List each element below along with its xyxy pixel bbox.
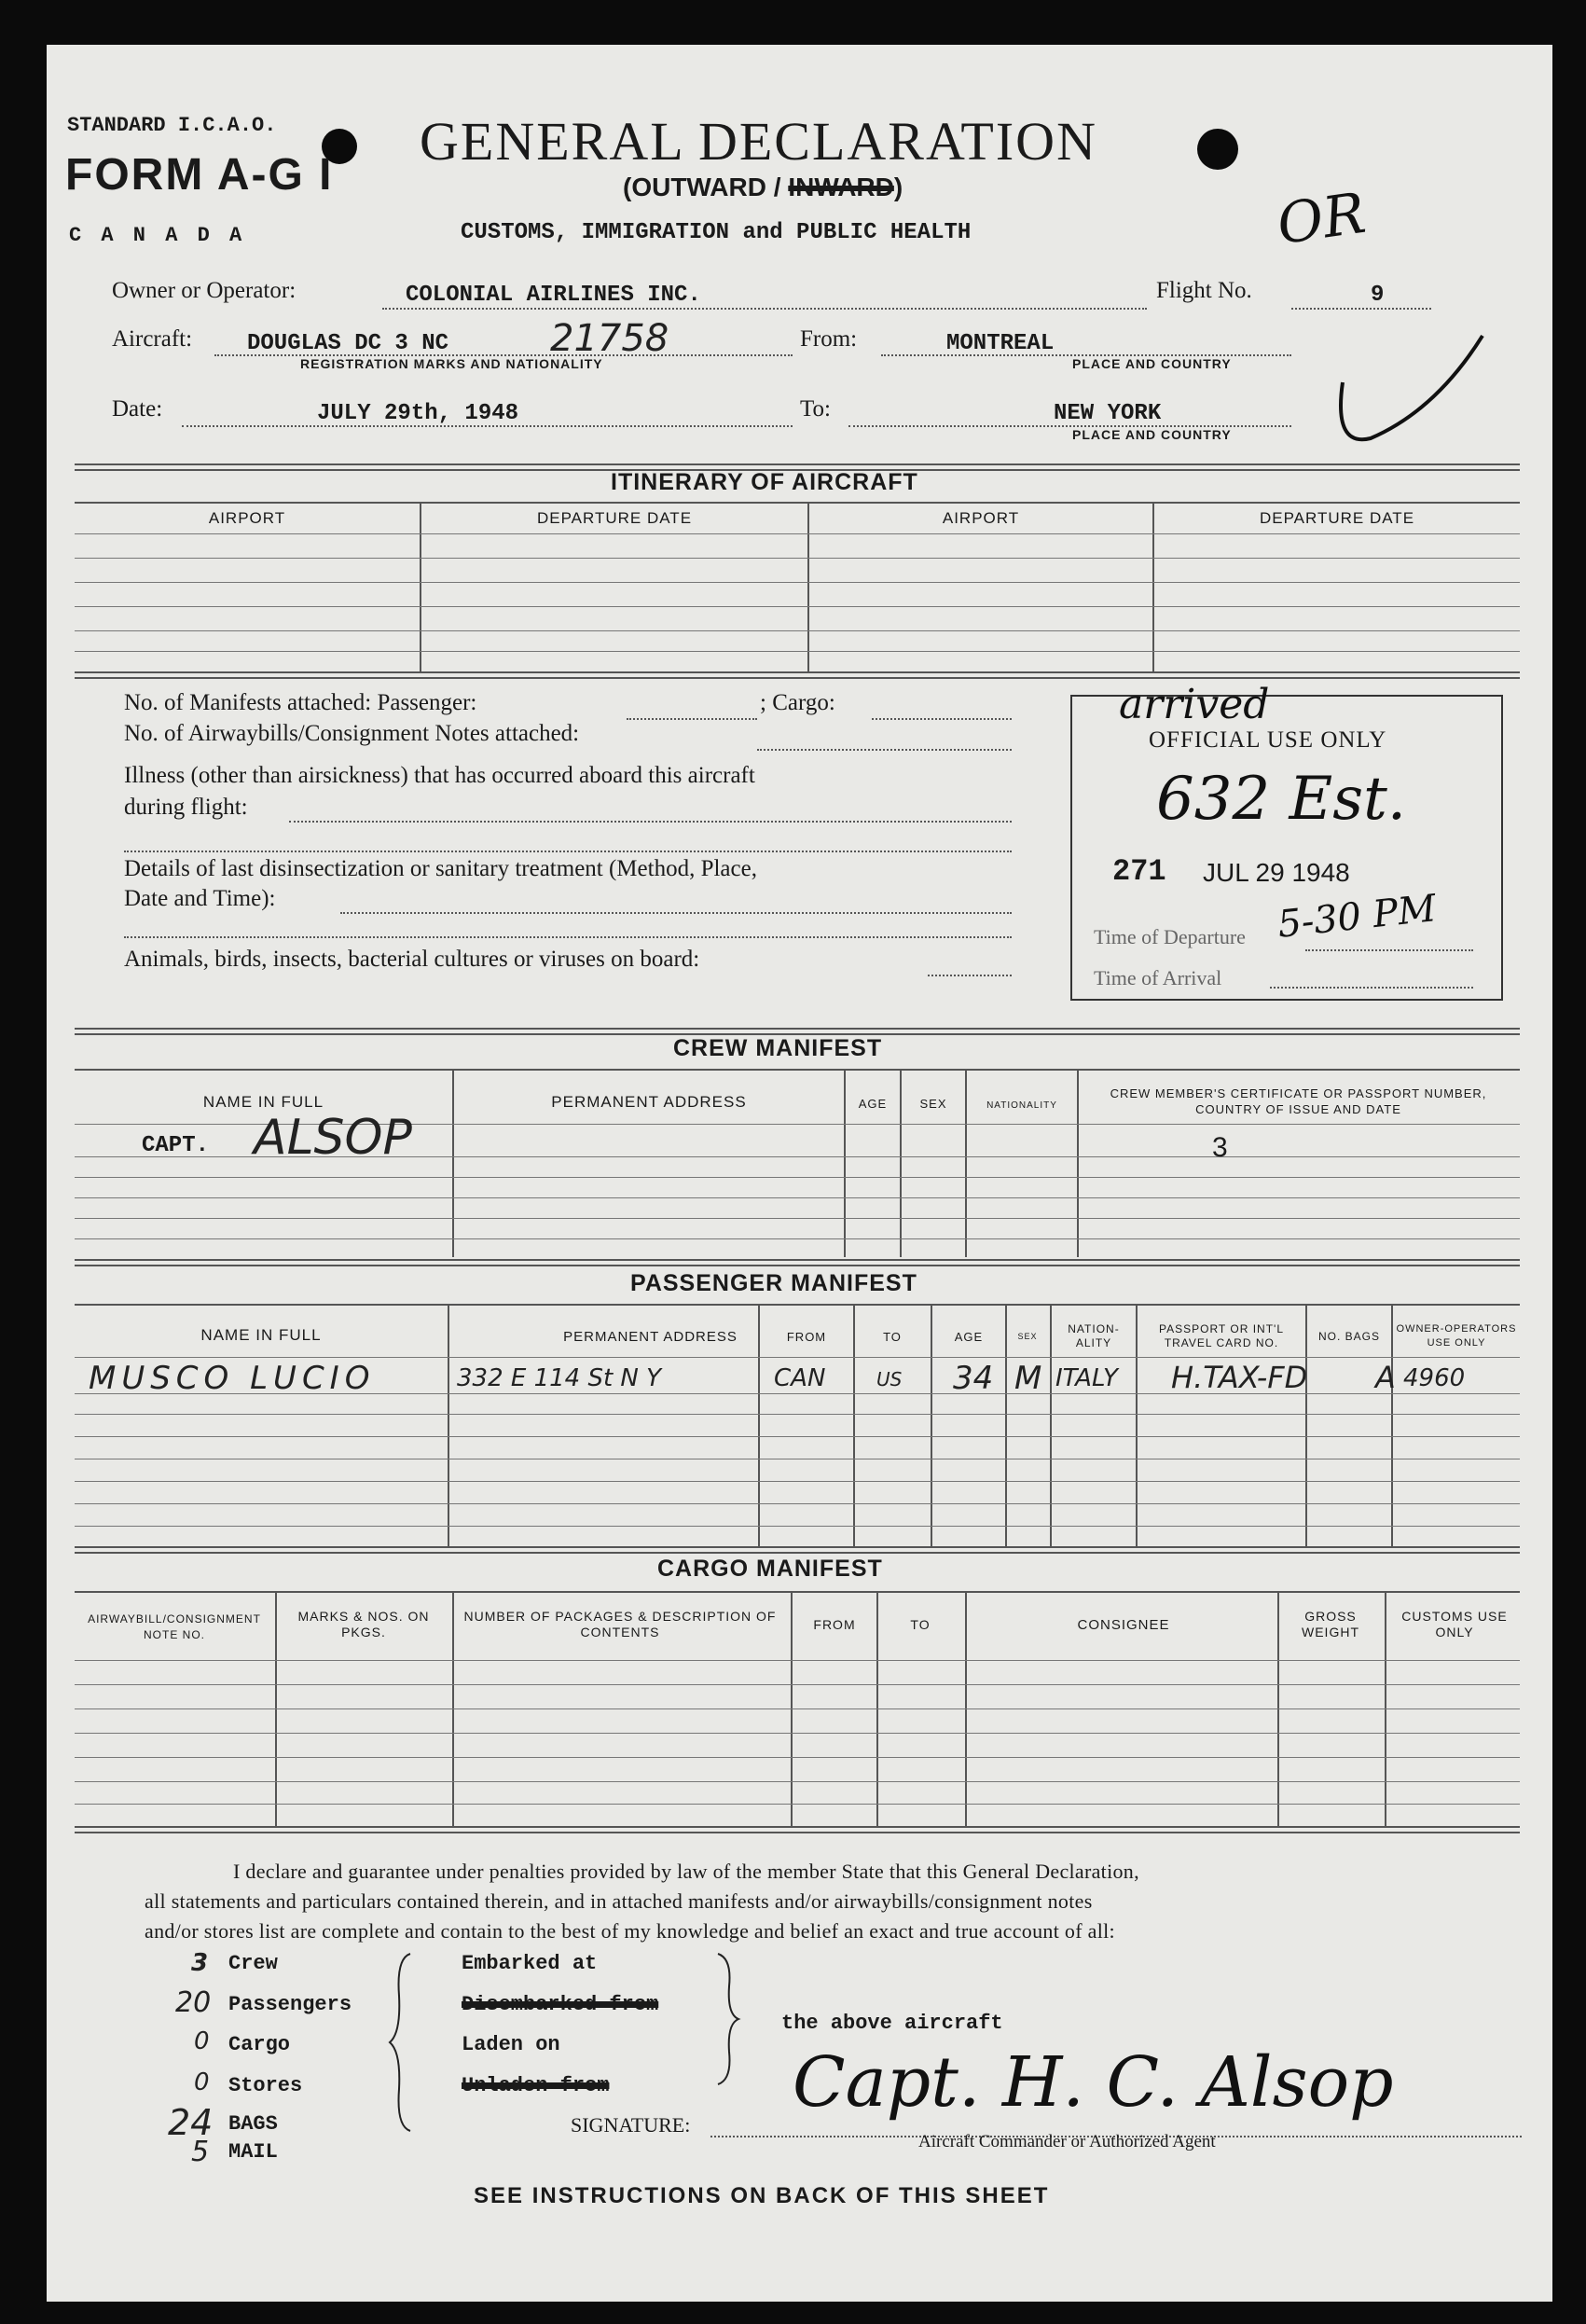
disinsect-line — [340, 912, 1012, 914]
count-cargo: 0 — [194, 2027, 210, 2055]
illness-line — [289, 821, 1012, 823]
official-hand-top: arrived — [1119, 681, 1270, 728]
flight-label: Flight No. — [1156, 278, 1252, 303]
row-line — [75, 1503, 1520, 1504]
crew-col-nationality: NATIONALITY — [986, 1100, 1057, 1111]
aircraft-label: Aircraft: — [112, 326, 193, 352]
standard-label: STANDARD I.C.A.O. — [67, 114, 277, 137]
item-stores: Stores — [228, 2074, 303, 2097]
official-hand-sign: 5-30 PM — [1276, 887, 1439, 947]
owner-line — [382, 308, 1147, 310]
row-line — [75, 1197, 1520, 1198]
direction-suffix: ) — [893, 173, 903, 201]
page-subtitle: CUSTOMS, IMMIGRATION and PUBLIC HEALTH — [461, 220, 972, 245]
row-line — [75, 582, 1520, 583]
divider — [853, 1306, 855, 1546]
divider — [75, 1832, 1520, 1833]
row-line — [75, 533, 1520, 534]
row-line — [75, 1660, 1520, 1661]
owner-label: Owner or Operator: — [112, 278, 297, 303]
crew-col-address: PERMANENT ADDRESS — [551, 1093, 747, 1111]
unladen-label: Unladen from — [462, 2074, 610, 2097]
divider — [75, 1546, 1520, 1548]
divider — [75, 1259, 1520, 1261]
divider — [844, 1071, 846, 1257]
item-mail: MAIL — [228, 2140, 278, 2164]
illness-line — [124, 851, 1012, 852]
illness-label-2: during flight: — [124, 795, 248, 820]
count-crew: 3 — [191, 1949, 209, 1977]
brace-right-icon — [709, 1949, 746, 2089]
signature-caption: Aircraft Commander or Authorized Agent — [918, 2132, 1216, 2151]
itinerary-col-departure: DEPARTURE DATE — [536, 509, 693, 527]
row-line — [75, 1526, 1520, 1527]
passenger-col-name: NAME IN FULL — [200, 1326, 322, 1344]
item-passengers: Passengers — [228, 1993, 352, 2016]
crew-col-age: AGE — [858, 1097, 888, 1111]
itinerary-col-airport: AIRPORT — [208, 509, 286, 527]
disinsect-line — [124, 936, 1012, 938]
check-mark-icon — [1324, 317, 1492, 457]
divider — [1136, 1306, 1138, 1546]
cargo-col-marks: MARKS & NOS. ON PKGS. — [297, 1609, 430, 1639]
divider — [448, 1306, 449, 1546]
from-value: MONTREAL — [946, 331, 1055, 356]
divider — [1077, 1071, 1079, 1257]
direction-label — [623, 173, 903, 202]
departure-label: Time of Departure — [1094, 925, 1246, 948]
item-bags: BAGS — [228, 2112, 278, 2136]
divider — [965, 1593, 967, 1826]
row-line — [75, 651, 1520, 652]
divider — [876, 1593, 878, 1826]
row-line — [75, 1781, 1520, 1782]
passenger-col-owner: OWNER-OPERATORS USE ONLY — [1396, 1323, 1517, 1349]
row-line — [75, 1357, 1520, 1358]
row-line — [75, 558, 1520, 559]
direction-prefix: (OUTWARD / — [623, 173, 789, 201]
passenger-col-nationality: NATION-ALITY — [1068, 1322, 1120, 1349]
flight-value: 9 — [1371, 283, 1385, 308]
divider — [791, 1593, 793, 1826]
declaration-line-3: and/or stores list are complete and contain to the best of my knowledge and belief an exact and true account of all: — [145, 1919, 1115, 1943]
item-cargo: Cargo — [228, 2033, 291, 2056]
cargo-col-packages: NUMBER OF PACKAGES & DESCRIPTION OF CONTENTS — [463, 1609, 777, 1639]
cargo-col-to: TO — [910, 1617, 931, 1632]
cargo-col-customs: CUSTOMS USE ONLY — [1401, 1609, 1508, 1639]
passenger-col-address: PERMANENT ADDRESS — [563, 1329, 738, 1345]
brace-left-icon — [382, 1949, 420, 2136]
itinerary-col-departure: DEPARTURE DATE — [1259, 509, 1415, 527]
divider — [900, 1071, 902, 1257]
disinsect-label: Details of last disinsectization or sanitary treatment (Method, Place, — [124, 856, 757, 881]
arrival-label: Time of Arrival — [1094, 966, 1222, 989]
divider — [452, 1071, 454, 1257]
passenger-col-bags: NO. BAGS — [1317, 1330, 1380, 1343]
passenger-owner: 4960 — [1403, 1364, 1466, 1392]
divider — [965, 1071, 967, 1257]
signature-label: SIGNATURE: — [571, 2113, 691, 2137]
cargo-col-from: FROM — [813, 1617, 856, 1632]
laden-label: Laden on — [462, 2033, 560, 2056]
cargo-count-line — [872, 718, 1012, 720]
divider — [1385, 1593, 1386, 1826]
row-line — [75, 630, 1520, 631]
passenger-nationality: ITALY — [1055, 1364, 1118, 1392]
divider — [75, 1591, 1520, 1593]
divider — [75, 1028, 1520, 1030]
punch-hole — [1197, 129, 1238, 170]
row-line — [75, 1684, 1520, 1685]
divider — [1152, 504, 1154, 673]
row-line — [75, 1757, 1520, 1758]
passenger-to: US — [876, 1368, 903, 1390]
animals-line — [928, 975, 1012, 976]
divider — [75, 1552, 1520, 1554]
official-stamp-date: JUL 29 1948 — [1203, 858, 1350, 887]
divider — [1050, 1306, 1052, 1546]
divider — [1305, 1306, 1307, 1546]
row-line — [75, 1708, 1520, 1709]
count-mail: 5 — [191, 2136, 210, 2168]
item-crew: Crew — [228, 1952, 278, 1975]
row-line — [75, 1218, 1520, 1219]
row-line — [75, 1481, 1520, 1482]
from-caption: PLACE AND COUNTRY — [1072, 356, 1232, 371]
itinerary-title: ITINERARY OF AIRCRAFT — [611, 469, 918, 495]
date-value: JULY 29th, 1948 — [317, 401, 519, 426]
row-line — [75, 1238, 1520, 1239]
airwaybills-label: No. of Airwaybills/Consignment Notes attached: — [124, 721, 580, 746]
row-line — [75, 1414, 1520, 1415]
crew-col-sex: SEX — [919, 1097, 947, 1111]
crew-entry-name: CAPT. — [142, 1133, 210, 1158]
country-label: C A N A D A — [69, 224, 246, 247]
above-aircraft-label: the above aircraft — [781, 2012, 1003, 2035]
cargo-col-consignee: CONSIGNEE — [1077, 1617, 1170, 1633]
count-bags: 24 — [168, 2102, 214, 2143]
date-label: Date: — [112, 396, 163, 422]
divider — [75, 1265, 1520, 1266]
direction-struck: INWARD — [788, 173, 894, 201]
crew-entry-number: 3 — [1212, 1132, 1228, 1163]
passenger-col-age: AGE — [954, 1330, 984, 1344]
manifests-line — [627, 718, 757, 720]
passenger-name: MUSCO LUCIO — [89, 1360, 376, 1397]
divider — [931, 1306, 932, 1546]
owner-value: COLONIAL AIRLINES INC. — [406, 283, 701, 308]
divider — [75, 463, 1520, 465]
cargo-title: CARGO MANIFEST — [657, 1556, 883, 1582]
passenger-col-passport: PASSPORT OR INT'L TRAVEL CARD NO. — [1159, 1322, 1284, 1349]
to-label: To: — [800, 396, 831, 422]
aircraft-hand: 21758 — [550, 317, 669, 360]
official-title: OFFICIAL USE ONLY — [1149, 727, 1387, 753]
declaration-line-1: I declare and guarantee under penalties provided by law of the member State that this General Declaration, — [233, 1860, 1139, 1883]
page-title: GENERAL DECLARATION — [420, 111, 1097, 172]
margin-note: OR — [1273, 180, 1370, 258]
row-line — [75, 1177, 1520, 1178]
animals-label: Animals, birds, insects, bacterial cultures or viruses on board: — [124, 947, 700, 972]
cargo-col-airwaybill: AIRWAYBILL/CONSIGNMENT NOTE NO. — [88, 1612, 261, 1641]
divider — [758, 1306, 760, 1546]
disembarked-label: Disembarked from — [462, 1993, 659, 2016]
divider — [75, 1069, 1520, 1071]
row-line — [75, 1436, 1520, 1437]
embarked-label: Embarked at — [462, 1952, 598, 1975]
signature: Capt. H. C. Alsop — [793, 2042, 1394, 2123]
flight-line — [1291, 308, 1431, 310]
manifests-label: No. of Manifests attached: Passenger: — [124, 690, 477, 715]
to-value: NEW YORK — [1054, 401, 1162, 426]
crew-entry-hand: ALSOP — [254, 1110, 412, 1166]
passenger-address: 332 E 114 St N Y — [457, 1364, 662, 1392]
passenger-passport: H.TAX-FD — [1171, 1360, 1308, 1395]
divider — [75, 1304, 1520, 1306]
declaration-line-2: all statements and particulars contained therein, and in attached manifests and/or airwaybills/consignment notes — [145, 1889, 1093, 1913]
arrival-line — [1270, 987, 1473, 989]
form-number: FORM A-G I — [65, 150, 334, 200]
divider — [452, 1593, 454, 1826]
departure-line — [1305, 949, 1473, 951]
crew-col-certificate: CREW MEMBER'S CERTIFICATE OR PASSPORT NUMBER, COUNTRY OF ISSUE AND DATE — [1110, 1086, 1487, 1116]
illness-label: Illness (other than airsickness) that has occurred aboard this aircraft — [124, 763, 755, 788]
divider — [807, 504, 809, 673]
divider — [75, 677, 1520, 679]
divider — [75, 502, 1520, 504]
disinsect-label-2: Date and Time): — [124, 886, 276, 911]
passenger-col-from: FROM — [786, 1330, 827, 1344]
itinerary-col-airport: AIRPORT — [942, 509, 1020, 527]
passenger-col-sex: SEX — [1017, 1332, 1038, 1341]
count-stores: 0 — [194, 2068, 210, 2096]
count-passengers: 20 — [175, 1986, 212, 2019]
passenger-sex: M — [1014, 1360, 1042, 1397]
divider — [1391, 1306, 1393, 1546]
passenger-from: CAN — [774, 1364, 826, 1392]
passenger-title: PASSENGER MANIFEST — [630, 1270, 917, 1296]
divider — [1005, 1306, 1007, 1546]
crew-title: CREW MANIFEST — [673, 1035, 883, 1061]
divider — [420, 504, 421, 673]
aircraft-caption: REGISTRATION MARKS AND NATIONALITY — [300, 356, 603, 371]
crew-col-name: NAME IN FULL — [202, 1093, 324, 1111]
divider — [75, 671, 1520, 673]
row-line — [75, 1804, 1520, 1805]
divider — [1277, 1593, 1279, 1826]
cargo-count-label: ; Cargo: — [760, 690, 835, 715]
divider — [75, 1826, 1520, 1828]
official-hand-time: 632 Est. — [1156, 765, 1407, 834]
passenger-bags: A — [1375, 1360, 1396, 1395]
passenger-col-to: TO — [883, 1330, 902, 1344]
cargo-col-weight: GROSS WEIGHT — [1302, 1609, 1359, 1639]
divider — [275, 1593, 277, 1826]
from-label: From: — [800, 326, 858, 352]
passenger-age: 34 — [953, 1360, 994, 1397]
row-line — [75, 606, 1520, 607]
official-stamp-num: 271 — [1112, 854, 1166, 889]
footer-instructions: SEE INSTRUCTIONS ON BACK OF THIS SHEET — [474, 2183, 1050, 2208]
to-caption: PLACE AND COUNTRY — [1072, 427, 1232, 442]
airwaybills-line — [757, 749, 1012, 751]
row-line — [75, 1733, 1520, 1734]
aircraft-value: DOUGLAS DC 3 NC — [247, 331, 449, 356]
